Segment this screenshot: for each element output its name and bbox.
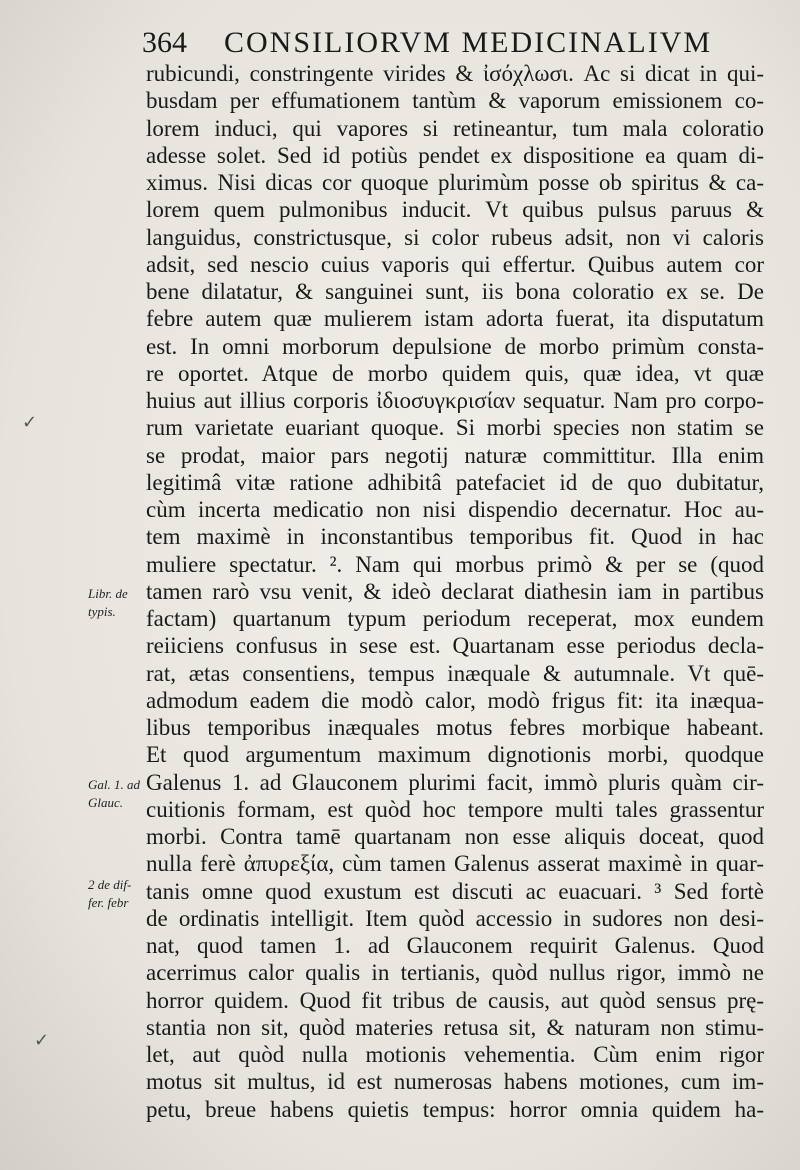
text-line: bene dilatatur, & sanguinei sunt, iis bona coloratio ex se. De [146,279,764,304]
text-line: lorem quem pulmonibus inducit. Vt quibus pulsus paruus & [146,197,764,223]
text-line: re oportet. Atque de morbo quidem quis, quæ idea, vt quæ [146,360,764,386]
text-line: acerrimus calor qualis in tertianis, quòd nullus rigor, immò ne [146,960,764,986]
text-line: tanis omne quod exustum est discuti ac euacuari. ³ Sed fortè [146,878,764,904]
text-line: ximus. Nisi dicas cor quoque plurimùm posse ob spiritus & ca- [146,170,764,195]
margin-note-de-differ-febr [88,876,131,912]
text-line: cùm incerta medicatio non nisi dispendio decernatur. Hoc au- [146,497,764,522]
margin-note-line: 2 de dif- [88,877,132,892]
text-line: adesse solet. Sed id potiùs pendet ex dispositione ea quam di- [146,142,764,168]
margin-note-line: typis. [88,604,116,619]
main-text-block [146,60,764,1123]
text-line: petu, breue habens quietis tempus: horror omnia quidem ha- [146,1096,764,1122]
text-line: nulla ferè ἀπυρεξία, cùm tamen Galenus asserat maximè in quar- [146,851,764,877]
text-line: libus temporibus inæquales motus febres morbique habeant. [146,715,764,740]
text-line: admodum eadem die modò calor, modò frigus fit: ita inæqua- [146,687,764,713]
running-title: CONSILIORVM MEDICINALIVM [224,26,713,59]
text-line: reiiciens confusus in sese est. Quartanam esse periodus decla- [146,633,764,659]
text-line: est. In omni morborum depulsione de morbo primùm consta- [146,333,764,359]
text-line: legitimâ vitæ ratione adhibitâ patefaciet id de quo dubitatur, [146,469,764,495]
margin-note-line: Libr. de [88,586,128,601]
margin-note-libr-de-typis [88,585,128,621]
text-line: stantia non sit, quòd materies retusa sit, & naturam non stimu- [146,1014,764,1040]
text-line: motus sit multus, id est numerosas habens motiones, cum im- [146,1069,764,1095]
text-line: muliere spectatur. ². Nam qui morbus primò & per se (quod [146,551,764,577]
text-line: cuitionis formam, est quòd hoc tempore multi tales grassentur [146,796,764,822]
margin-tick-mark: ✓ [34,1030,50,1051]
margin-note-gal-ad-glauc [88,776,140,812]
margin-tick-mark: ✓ [22,412,38,433]
text-line: languidus, constrictusque, si color rubeus adsit, non vi caloris [146,224,764,250]
text-line: rum varietate euariant quoque. Si morbi species non statim se [146,415,764,441]
text-line: Et quod argumentum maximum dignotionis morbi, quodque [146,742,764,768]
margin-note-line: Gal. 1. ad [88,777,140,792]
text-line: de ordinatis intelligit. Item quòd accessio in sudores non desi- [146,905,764,931]
text-line: adsit, sed nescio cuius vaporis qui effertur. Quibus autem cor [146,251,764,277]
margin-note-line: fer. febr [88,895,129,910]
text-line: huius aut illius corporis ἰδιοσυγκρισίαν sequatur. Nam pro corpo- [146,388,764,413]
text-line: factam) quartanum typum periodum receperat, mox eundem [146,606,764,631]
text-line: busdam per effumationem tantùm & vaporum emissionem co- [146,88,764,114]
text-line: let, aut quòd nulla motionis vehementia. Cùm enim rigor [146,1042,764,1067]
text-line: rat, ætas consentiens, tempus inæquale & autumnale. Vt quē- [146,660,764,686]
text-line: tem maximè in inconstantibus temporibus fit. Quod in hac [146,524,764,550]
margin-note-line: Glauc. [88,795,124,810]
text-line: tamen rarò vsu venit, & ideò declarat diathesin iam in partibus [146,578,764,604]
page-header [142,22,752,62]
text-line: lorem induci, qui vapores si retineantur, tum mala coloratio [146,115,764,141]
text-line: nat, quod tamen 1. ad Glauconem requirit Galenus. Quod [146,933,764,958]
text-line: Galenus 1. ad Glauconem plurimi facit, immò pluris quàm cir- [146,769,764,795]
text-line: morbi. Contra tamē quartanam non esse aliquis doceat, quod [146,824,764,849]
text-line: se prodat, maior pars negotij naturæ committitur. Illa enim [146,442,764,468]
page-number: 364 [142,26,187,59]
text-line: horror quidem. Quod fit tribus de causis, aut quòd sensus prę- [146,987,764,1013]
text-line: febre autem quæ mulierem istam adorta fuerat, ita disputatum [146,306,764,332]
text-line: rubicundi, constringente virides & ἰσόχλωσι. Ac si dicat in qui- [146,61,764,86]
